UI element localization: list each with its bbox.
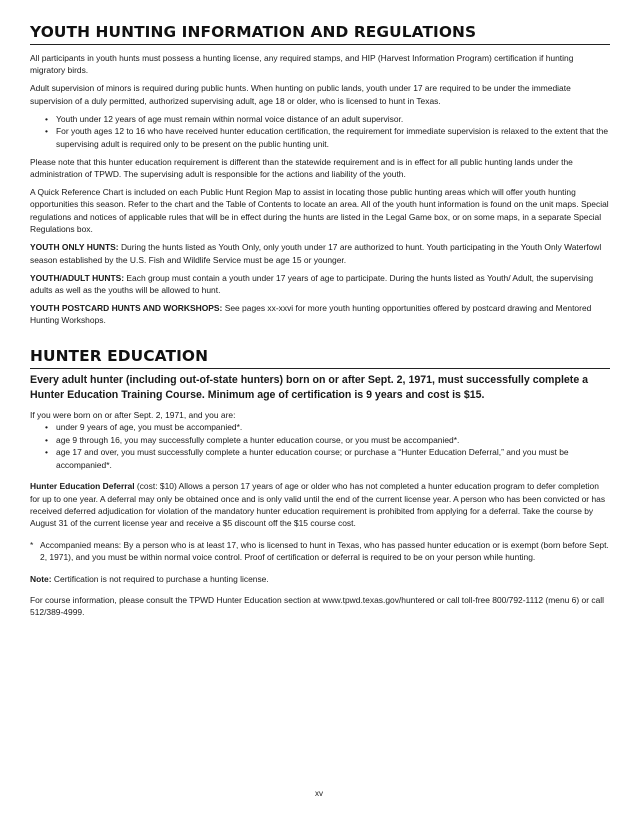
adult-supervision-paragraph: Adult supervision of minors is required during public hunts. When hunting on public lands, youth under 17 are required to be under the immediate supervision of a duly permitted, authorized supervising adult, age 18 or older, who is licensed to hunt in Texas.	[30, 83, 571, 106]
youth-adult-label: YOUTH/ADULT HUNTS:	[30, 272, 125, 283]
contact-paragraph: For course information, please consult the TPWD Hunter Education section at www.tpwd.texas.gov/huntered or call toll-free 800/792-1112 (menu 6) or call 512/389-4999.	[30, 594, 605, 618]
list-item: • age 9 through 16, you may successfully complete a hunter education course, or you must be accompanied*.	[56, 434, 610, 446]
statewide-requirement-paragraph: Please note that this hunter education requirement is different than the statewide requirement and is in effect for all public hunting lands under the administration of TPWD. The supervising adult is responsible for the actions and liability of the youth.	[30, 156, 573, 180]
postcard-label: YOUTH POSTCARD HUNTS AND WORKSHOPS:	[30, 303, 223, 314]
certification-note	[30, 573, 610, 585]
note-label: Note:	[30, 573, 52, 584]
youth-only-text: During the hunts listed as Youth Only, only youth under 17 are authorized to hunt. Youth participating in the Youth Only Waterfowl season established by the U.S. Fish and Wildlife Service must be age 15 or younger.	[30, 242, 602, 265]
youth-section-heading: YOUTH HUNTING INFORMATION AND REGULATIONS	[30, 22, 610, 45]
note-text: Certification is not required to purchase a hunting license.	[51, 573, 269, 584]
hunter-education-heading: HUNTER EDUCATION	[30, 346, 610, 369]
list-item: • age 17 and over, you must successfully complete a hunter education course; or purchase a “Hunter Education Deferral,” and you must be accompanied*.	[56, 446, 610, 471]
accompanied-text: Accompanied means: By a person who is at least 17, who is licensed to hunt in Texas, who has passed hunter education or is exempt (born before Sept. 2, 1971), and you must be within normal voice control. Proof of certification or deferral is required to be on your person while hunting.	[40, 539, 609, 563]
supervision-bullet-list	[30, 113, 610, 150]
youth-adult-paragraph	[30, 272, 610, 297]
page-number: xv	[315, 789, 323, 798]
postcard-paragraph	[30, 302, 610, 327]
accompanied-note	[30, 539, 610, 564]
list-item: • For youth ages 12 to 16 who have received hunter education certification, the requirement for immediate supervision is relaxed to the extent that the supervising adult is required only to be present on the public hunting unit.	[56, 125, 610, 150]
age-bullet-list	[30, 421, 610, 471]
list-item: • under 9 years of age, you must be accompanied*.	[56, 421, 610, 433]
list-item: • Youth under 12 years of age must remain within normal voice distance of an adult supervisor.	[56, 113, 610, 125]
youth-only-paragraph	[30, 241, 610, 266]
postcard-text: See pages xx-xxvi for more youth hunting opportunities offered by postcard drawing and Mentored Hunting Workshops.	[30, 303, 592, 326]
deferral-text: (cost: $10) Allows a person 17 years of age or older who has not completed a hunter education program to defer completion for up to one year. A deferral may only be obtained once and is only valid until the end of the current license year. A person who has been convicted or has received deferred adjudication for violation of the mandatory hunter education requirement is prohibited from applying for a deferral. Take the course by August 31 of the current license year and receive a $5 discount off the $15 course cost.	[30, 481, 606, 529]
education-intro: If you were born on or after Sept. 2, 1971, and you are:	[30, 410, 236, 421]
deferral-label: Hunter Education Deferral	[30, 481, 135, 492]
youth-license-paragraph: All participants in youth hunts must possess a hunting license, any required stamps, and HIP (Harvest Information Program) certification if hunting migratory birds.	[30, 53, 574, 76]
youth-only-label: YOUTH ONLY HUNTS:	[30, 242, 119, 253]
document-page	[30, 22, 610, 619]
education-requirement-lead: Every adult hunter (including out-of-state hunters) born on or after Sept. 2, 1971, must successfully complete a Hunter Education Training Course. Minimum age of certification is 9 years and cost is $15.	[30, 373, 589, 402]
quick-reference-paragraph: A Quick Reference Chart is included on each Public Hunt Region Map to assist in locating those public hunting areas which will offer youth hunting opportunities this season. Refer to the chart and the Table of Contents to locate an area. All of the youth hunt information is found on the unit maps. Special regulations and notices of applicable rules that will be in effect during the hunts are listed in the Legal Game box, or on some maps, in a separate Special Regulations box.	[30, 187, 609, 235]
deferral-paragraph	[30, 480, 610, 530]
youth-adult-text: Each group must contain a youth under 17 years of age to participate. During the hunts listed as Youth/ Adult, the supervising adults as well as the youths will be allowed to hunt.	[30, 272, 594, 296]
asterisk-marker: *	[30, 539, 34, 550]
